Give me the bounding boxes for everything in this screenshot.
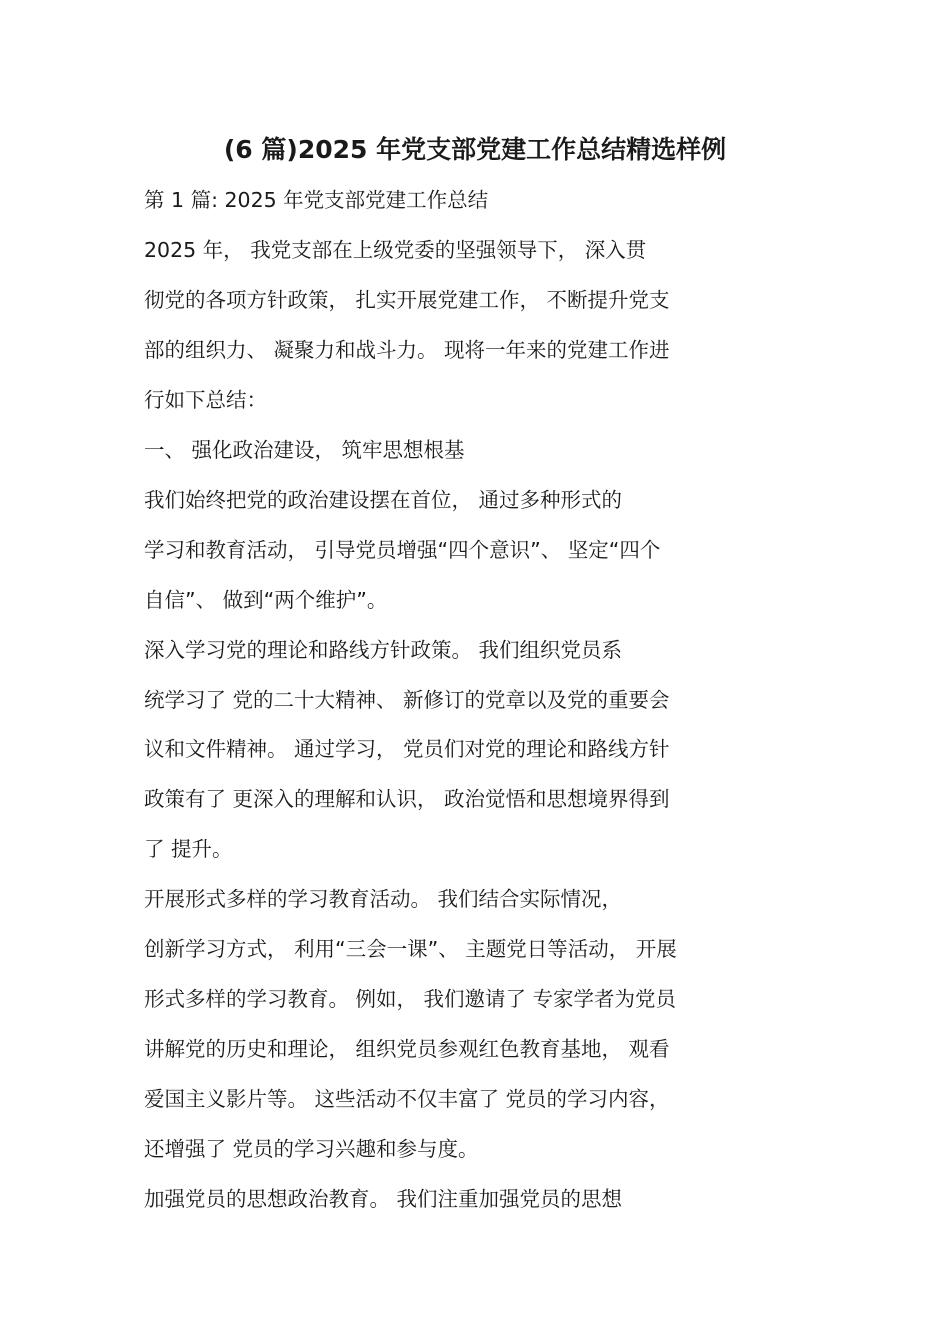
body-line: 2025 年， 我党支部在上级党委的坚强领导下， 深入贯 [144,238,647,262]
body-line: 加强党员的思想政治教育。 我们注重加强党员的思想 [144,1187,623,1211]
document-title: (6 篇)2025 年党支部党建工作总结精选样例 [223,135,727,164]
body-line: 我们始终把党的政治建设摆在首位， 通过多种形式的 [144,488,623,512]
body-line: 一、 强化政治建设， 筑牢思想根基 [144,438,465,462]
body-line: 学习和教育活动， 引导党员增强“四个意识”、 坚定“四个 [144,538,661,562]
body-line: 创新学习方式， 利用“三会一课”、 主题党日等活动， 开展 [144,937,677,961]
body-line: 彻党的各项方针政策， 扎实开展党建工作， 不断提升党支 [144,288,670,312]
body-line: 开展形式多样的学习教育活动。 我们结合实际情况， [144,887,623,911]
body-line: 深入学习党的理论和路线方针政策。 我们组织党员系 [144,638,623,662]
body-line: 行如下总结： [144,388,267,412]
body-line: 爱国主义影片等。 这些活动不仅丰富了 党员的学习内容， [144,1087,670,1111]
body-line: 统学习了 党的二十大精神、 新修订的党章以及党的重要会 [144,688,670,712]
body-line: 形式多样的学习教育。 例如， 我们邀请了 专家学者为党员 [144,987,677,1011]
chapter-heading: 第 1 篇: 2025 年党支部党建工作总结 [144,188,489,212]
body-line: 政策有了 更深入的理解和认识， 政治觉悟和思想境界得到 [144,787,670,811]
body-line: 自信”、 做到“两个维护”。 [144,588,388,612]
body-line: 了 提升。 [144,837,233,861]
body-line: 讲解党的历史和理论， 组织党员参观红色教育基地， 观看 [144,1037,670,1061]
body-line: 还增强了 党员的学习兴趣和参与度。 [144,1137,479,1161]
body-line: 部的组织力、 凝聚力和战斗力。 现将一年来的党建工作进 [144,338,670,362]
body-line: 议和文件精神。 通过学习， 党员们对党的理论和路线方针 [144,737,670,761]
